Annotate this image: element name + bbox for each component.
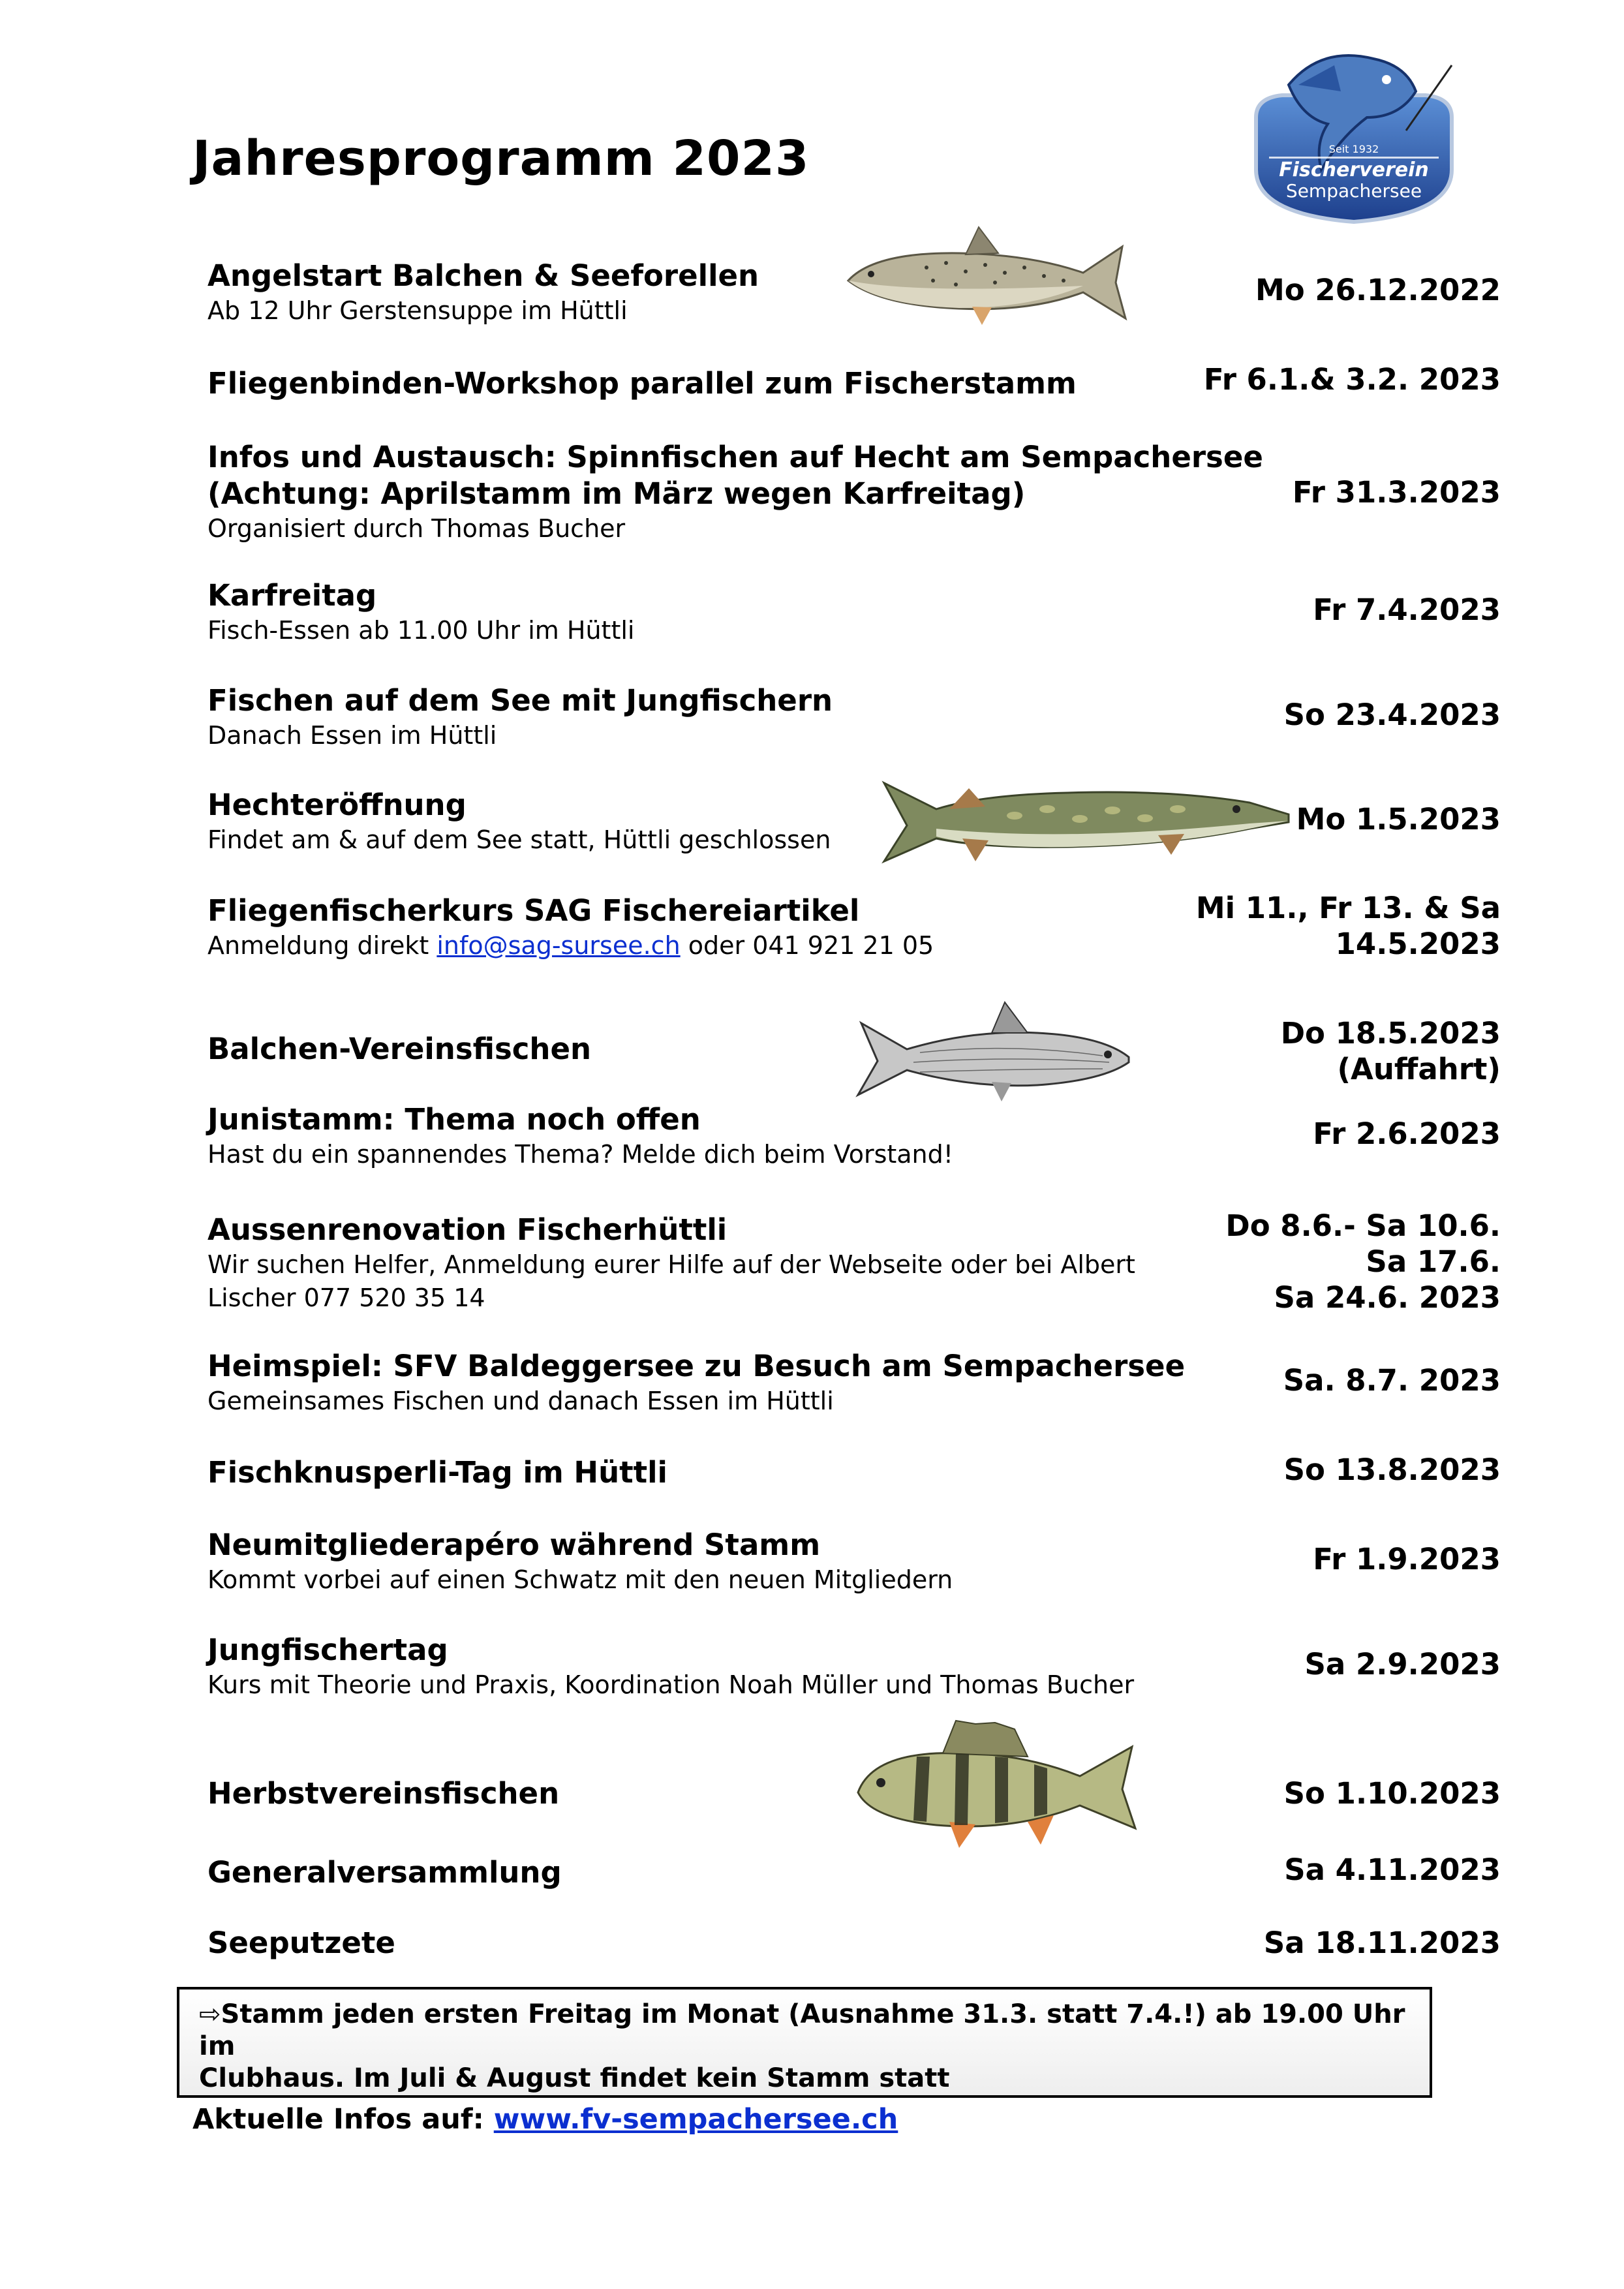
notice-line-2: Clubhaus. Im Juli & August findet kein Stamm statt: [199, 2063, 950, 2093]
event-subtitle: Kommt vorbei auf einen Schwatz mit den neuen Mitgliedern: [207, 1565, 953, 1594]
event-subtitle: Findet am & auf dem See statt, Hüttli geschlossen: [207, 825, 831, 854]
footer-info: [192, 2103, 898, 2136]
event-title: Junistamm: Thema noch offen: [207, 1102, 701, 1137]
event-seeputzete: [207, 1925, 1501, 1961]
event-date: Do 8.6.- Sa 10.6. Sa 17.6. Sa 24.6. 2023: [1225, 1208, 1501, 1315]
event-karfreitag: [207, 577, 1501, 647]
event-title: Fischen auf dem See mit Jungfischern: [207, 683, 833, 718]
event-hechteroeffnung: [207, 787, 1501, 857]
event-title: Karfreitag: [207, 578, 377, 613]
event-title: Fliegenfischerkurs SAG Fischereiartikel: [207, 893, 860, 928]
event-date: Mi 11., Fr 13. & Sa 14.5.2023: [1195, 891, 1501, 961]
event-date: Mo 1.5.2023: [1296, 802, 1501, 837]
event-subtitle: Wir suchen Helfer, Anmeldung eurer Hilfe auf der Webseite oder bei Albert: [207, 1250, 1135, 1279]
footer-label: Aktuelle Infos auf:: [192, 2103, 494, 2136]
event-title: Balchen-Vereinsfischen: [207, 1032, 592, 1066]
event-date: So 1.10.2023: [1283, 1776, 1501, 1811]
event-date: Sa. 8.7. 2023: [1283, 1363, 1501, 1398]
notice-box: [177, 1987, 1432, 2098]
event-title: Angelstart Balchen & Seeforellen: [207, 258, 759, 293]
event-fliegenfischerkurs: [207, 893, 1501, 962]
event-subtitle: Kurs mit Theorie und Praxis, Koordination Noah Müller und Thomas Bucher: [207, 1670, 1135, 1699]
pike-image: [871, 763, 1302, 874]
event-junistamm: [207, 1101, 1501, 1171]
event-title: Aussenrenovation Fischerhüttli: [207, 1212, 728, 1247]
notice-line-3: [199, 2095, 1413, 2098]
event-title: Fliegenbinden-Workshop parallel zum Fischerstamm: [207, 366, 1077, 401]
event-date: Mo 26.12.2022: [1255, 273, 1501, 307]
event-neumitgliederapero: [207, 1527, 1501, 1597]
event-date: Fr 31.3.2023: [1292, 475, 1501, 510]
event-jungfischern: [207, 683, 1501, 752]
event-title: Infos und Austausch: Spinnfischen auf Hecht am Sempachersee: [207, 440, 1263, 474]
notice-line-1: ⇨Stamm jeden ersten Freitag im Monat (Ausnahme 31.3. statt 7.4.!) ab 19.00 Uhr im: [199, 1999, 1405, 2061]
trout-image: [835, 221, 1142, 331]
arrow-right-icon: ⇨: [199, 1999, 221, 2029]
event-subtitle: Anmeldung direkt info@sag-sursee.ch oder 041 921 21 05: [207, 931, 934, 960]
event-heimspiel: [207, 1348, 1501, 1418]
logo-seit: Seit 1932: [1328, 143, 1379, 155]
event-date: Fr 2.6.2023: [1313, 1116, 1501, 1151]
event-fischknusperli: [207, 1454, 1501, 1491]
event-title: Herbstvereinsfischen: [207, 1776, 560, 1811]
event-date: Fr 7.4.2023: [1313, 592, 1501, 627]
page-title: Jahresprogramm 2023: [192, 131, 810, 187]
event-subtitle: Danach Essen im Hüttli: [207, 721, 497, 750]
event-title: Hechteröffnung: [207, 788, 467, 822]
event-date: Sa 2.9.2023: [1304, 1647, 1501, 1682]
event-subtitle: Gemeinsames Fischen und danach Essen im Hüttli: [207, 1387, 834, 1415]
logo-name: Fischerverein: [1279, 159, 1429, 181]
event-date: So 23.4.2023: [1283, 698, 1501, 732]
event-subtitle: Ab 12 Uhr Gerstensuppe im Hüttli: [207, 296, 628, 325]
event-date: Fr 1.9.2023: [1313, 1542, 1501, 1576]
event-subtitle: Hast du ein spannendes Thema? Melde dich beim Vorstand!: [207, 1140, 953, 1169]
event-title: Jungfischertag: [207, 1633, 448, 1667]
event-date: Sa 18.11.2023: [1263, 1926, 1501, 1960]
event-title: Heimspiel: SFV Baldeggersee zu Besuch am Sempachersee: [207, 1349, 1186, 1383]
event-infos-hecht: [207, 439, 1501, 545]
event-date: So 13.8.2023: [1283, 1452, 1501, 1487]
club-logo: [1243, 39, 1465, 228]
perch-image: [845, 1717, 1145, 1854]
logo-place: Sempachersee: [1285, 180, 1422, 202]
event-subtitle: Fisch-Essen ab 11.00 Uhr im Hüttli: [207, 616, 635, 645]
event-title: Neumitgliederapéro während Stamm: [207, 1528, 821, 1562]
sag-email-link[interactable]: info@sag-sursee.ch: [437, 931, 681, 960]
event-jungfischertag: [207, 1632, 1501, 1702]
website-link[interactable]: www.fv-sempachersee.ch: [493, 2103, 898, 2136]
whitefish-image: [842, 997, 1139, 1108]
event-date: Fr 6.1.& 3.2. 2023: [1203, 362, 1501, 397]
event-title: Generalversammlung: [207, 1855, 562, 1890]
event-date: Do 18.5.2023 (Auffahrt): [1280, 1016, 1501, 1086]
event-title: Seeputzete: [207, 1926, 395, 1960]
event-generalversammlung: [207, 1854, 1501, 1891]
event-title-note: (Achtung: Aprilstamm im März wegen Karfreitag): [207, 476, 1026, 511]
event-aussenrenovation: [207, 1208, 1501, 1315]
event-title: Fischknusperli-Tag im Hüttli: [207, 1455, 667, 1490]
event-subtitle: Organisiert durch Thomas Bucher: [207, 514, 626, 543]
event-subtitle-2: Lischer 077 520 35 14: [207, 1283, 485, 1312]
event-date: Sa 4.11.2023: [1284, 1852, 1501, 1887]
event-fliegenbinden: [207, 362, 1501, 402]
arrow-right-icon: [199, 2095, 221, 2098]
